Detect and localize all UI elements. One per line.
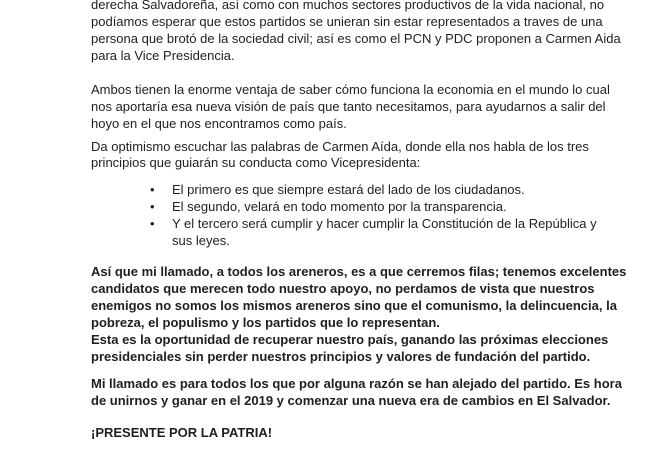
bullet-icon: • <box>150 199 155 214</box>
list-item: El segundo, velará en todo momento por la transparencia. <box>172 199 507 214</box>
paragraph-line: derecha Salvadoreña, así como con muchos sectores productivos de la vida nacional, no <box>91 0 605 12</box>
paragraph-line: Esta es la oportunidad de recuperar nuestro país, ganando las próximas elecciones <box>91 332 609 347</box>
paragraph-line: Mi llamado es para todos los que por alguna razón se han alejado del partido. Es hora <box>91 376 622 391</box>
paragraph-line: podíamos esperar que estos partidos se unieran sin estar representados a traves de una <box>91 14 603 29</box>
paragraph-line: pobreza, el populismo y los partidos que lo representan. <box>91 315 440 330</box>
paragraph-line: presidenciales sin perder nuestros principios y valores de fundación del partido. <box>91 349 591 364</box>
paragraph-line: nos aportaría esa nueva visión de país que tanto necesitamos, para ayudarnos a salir del <box>91 99 606 114</box>
paragraph-line: de unirnos y ganar en el 2019 y comenzar una nueva era de cambios en El Salvador. <box>91 393 611 408</box>
paragraph-line: para la Vice Presidencia. <box>91 48 235 63</box>
list-item: Y el tercero será cumplir y hacer cumplir la Constitución de la República y <box>172 216 597 231</box>
paragraph-line: persona que brotó de la sociedad civil; así es como el PCN y PDC proponen a Carmen Aida <box>91 31 621 46</box>
paragraph-line: Da optimismo escuchar las palabras de Carmen Aída, donde ella nos habla de los tres <box>91 139 589 154</box>
paragraph-line: candidatos que merecen todo nuestro apoyo, no perdamos de vista que nuestros <box>91 281 595 296</box>
closing-line: ¡PRESENTE POR LA PATRIA! <box>91 425 273 440</box>
list-item-continuation: sus leyes. <box>172 233 230 248</box>
bullet-icon: • <box>150 182 155 197</box>
paragraph-line: Así que mi llamado, a todos los areneros, es a que cerremos filas; tenemos excelentes <box>91 264 627 279</box>
list-item: El primero es que siempre estará del lado de los ciudadanos. <box>172 182 525 197</box>
paragraph-line: hoyo en el que nos encontramos como país. <box>91 116 347 131</box>
paragraph-line: Ambos tienen la enorme ventaja de saber cómo funciona la economia en el mundo lo cual <box>91 82 610 97</box>
bullet-icon: • <box>150 216 155 231</box>
paragraph-line: principios que guiarán su conducta como Vicepresidenta: <box>91 155 421 170</box>
paragraph-line: enemigos no somos los mismos areneros sino que el comunismo, la delincuencia, la <box>91 298 617 313</box>
